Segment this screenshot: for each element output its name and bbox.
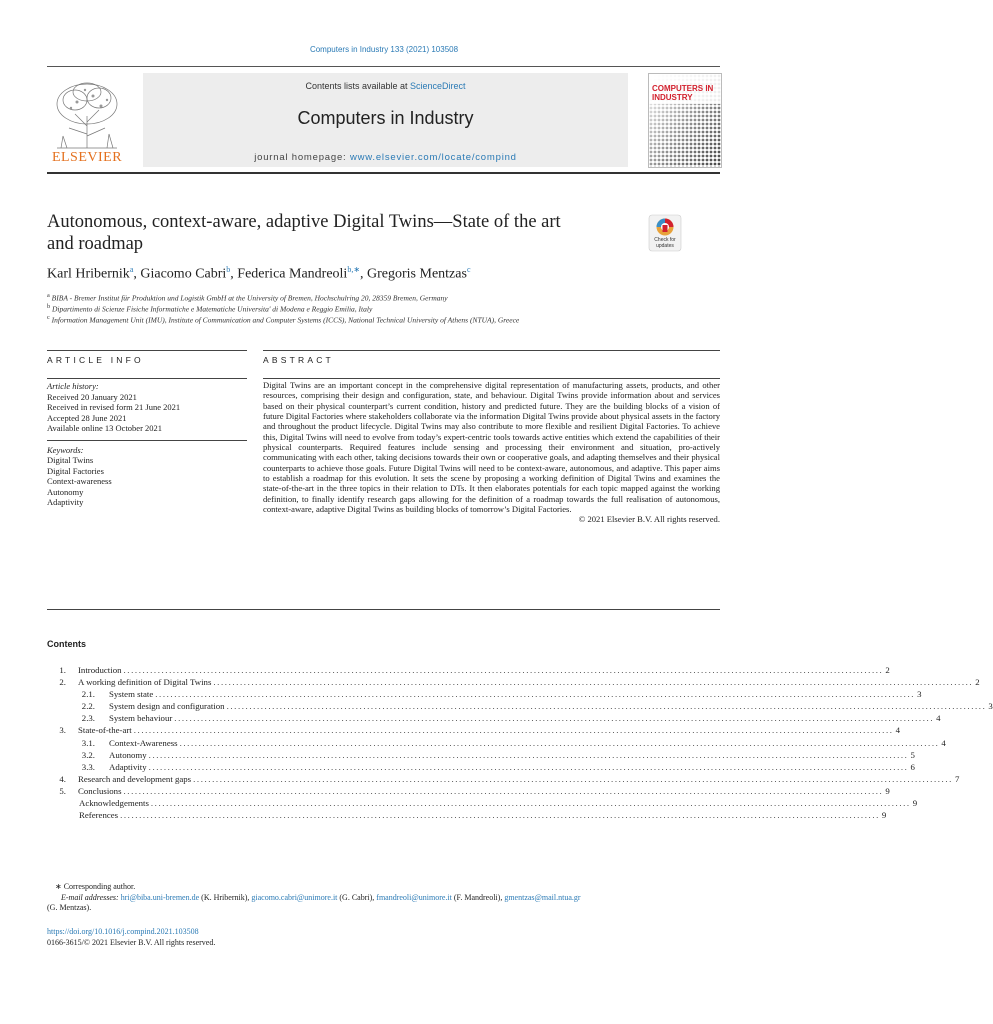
article-info xyxy=(47,381,247,508)
toc-entry[interactable] xyxy=(47,797,918,809)
keyword-item: Context-awareness xyxy=(47,476,112,486)
author-separator: , xyxy=(133,266,141,282)
email-link[interactable]: gmentzas@mail.ntua.gr xyxy=(504,892,581,902)
toc-entry-title[interactable]: System design and configuration xyxy=(109,701,225,712)
toc-entry-page: 9 xyxy=(881,810,887,821)
toc-entry-title[interactable]: Research and development gaps xyxy=(78,773,192,784)
email-link[interactable]: giacomo.cabri@unimore.it xyxy=(251,892,338,902)
author-affiliation-mark[interactable]: a xyxy=(129,265,134,274)
keyword-item: Digital Factories xyxy=(47,465,104,476)
toc-entry[interactable] xyxy=(47,761,915,773)
toc-leader-dots: ........................................................................................................................................................................................................ xyxy=(179,737,940,748)
toc-entry-title[interactable]: System behaviour xyxy=(109,713,173,724)
toc-entry[interactable] xyxy=(47,773,960,785)
toc-entry-number: 5. xyxy=(59,785,66,796)
sciencedirect-link[interactable]: ScienceDirect xyxy=(410,81,466,91)
email-last-line: (G. Mentzas). xyxy=(47,903,92,912)
journal-homepage: journal homepage: www.elsevier.com/locate/compind xyxy=(254,152,517,163)
toc-entry-title[interactable]: Introduction xyxy=(78,665,122,675)
toc-entry-page: 5 xyxy=(910,749,915,760)
article-info-heading: ARTICLE INFO xyxy=(47,355,144,365)
toc-leader-dots: ........................................................................................................................................................................................................ xyxy=(148,749,909,760)
article-title-line1: Autonomous, context-aware, adaptive Digital Twins—State of the art xyxy=(47,212,561,232)
toc-entry-page: 9 xyxy=(912,798,918,809)
toc-entry-number: 2.1. xyxy=(81,689,95,700)
toc-entry-title[interactable]: Adaptivity xyxy=(109,761,147,772)
email-link[interactable]: fmandreoli@unimore.it xyxy=(376,892,452,902)
journal-title: Computers in Industry xyxy=(297,108,474,128)
author-name[interactable]: Gregoris Mentzas xyxy=(367,266,467,282)
abstract-heading-rule xyxy=(263,378,720,379)
toc-leader-dots: ........................................................................................................................................................................................................ xyxy=(155,689,916,700)
journal-header-box xyxy=(143,73,628,167)
doi-link[interactable]: https://doi.org/10.1016/j.compind.2021.103508 xyxy=(47,927,199,936)
homepage-link[interactable]: www.elsevier.com/locate/compind xyxy=(349,152,517,163)
toc-entry-page: 3 xyxy=(988,701,993,712)
toc-leader-dots: ........................................................................................................................................................................................................ xyxy=(174,713,935,724)
header-bottom-divider xyxy=(47,172,720,174)
toc-entry-title[interactable]: State-of-the-art xyxy=(78,725,132,736)
author-separator: , xyxy=(230,266,238,282)
affiliation-text: Dipartimento di Scienze Fisiche Informatiche e Matematiche Universita' di Modena e Reggio Emilia, Italy xyxy=(50,304,373,314)
affiliation-mark: c xyxy=(47,314,50,321)
toc-entry-number: 3. xyxy=(59,725,66,736)
contents-available-line: Contents lists available at ScienceDirect xyxy=(305,81,466,91)
toc-entry-number: 2. xyxy=(59,677,66,688)
keyword-item: Adaptivity xyxy=(47,497,84,507)
toc-entry[interactable] xyxy=(47,688,922,700)
toc-entry-page: 6 xyxy=(910,761,915,772)
toc-entry-page: 2 xyxy=(975,677,980,688)
toc-entry-number: 3.1. xyxy=(81,737,95,748)
toc-entry-page: 4 xyxy=(895,725,900,736)
toc-entry-title[interactable]: Acknowledgements xyxy=(79,798,149,809)
toc-entry[interactable] xyxy=(47,712,941,724)
toc-entry-number: 3.2. xyxy=(81,749,95,760)
toc-entry-title[interactable]: Autonomy xyxy=(109,749,147,760)
article-info-heading-rule xyxy=(47,378,247,379)
toc-entry[interactable] xyxy=(47,785,890,797)
elsevier-tree-icon xyxy=(47,78,127,150)
toc-entry-title[interactable]: Conclusions xyxy=(78,785,122,796)
header-divider xyxy=(47,66,720,67)
info-divider xyxy=(47,440,247,441)
toc-entry[interactable] xyxy=(47,664,890,676)
email-addresses: E-mail addresses: hri@biba.uni-bremen.de (K. Hribernik), giacomo.cabri@unimore.it (G. Cabri), fmandreoli@unimore.it (F. Mandreoli), gmentzas@mail.ntua.gr xyxy=(61,892,581,902)
toc-entry-page: 3 xyxy=(917,689,922,700)
toc-entry-title[interactable]: A working definition of Digital Twins xyxy=(78,677,212,688)
issn-line: 0166-3615/© 2021 Elsevier B.V. All rights reserved. xyxy=(47,938,216,947)
keyword-item: Autonomy xyxy=(47,486,84,497)
author-name[interactable]: Karl Hribernik xyxy=(47,266,130,282)
affiliation-text: BIBA - Bremer Institut für Produktion und Logistik GmbH at the University of Bremen, Hochschulring 20, 28359 Bremen, Germany xyxy=(49,293,448,303)
toc-entry[interactable] xyxy=(47,724,900,736)
affiliation xyxy=(47,314,519,325)
footnote xyxy=(47,882,720,914)
toc-leader-dots: ........................................................................................................................................................................................................ xyxy=(133,725,894,736)
article-info-top-rule xyxy=(47,350,247,351)
author-affiliation-mark[interactable]: b xyxy=(226,265,231,274)
toc-entry[interactable] xyxy=(47,737,946,749)
author-affiliation-mark[interactable]: c xyxy=(466,265,471,274)
toc-entry-number: 3.3. xyxy=(81,761,95,772)
email-owner: (G. Cabri), xyxy=(337,892,377,902)
toc-entry-number: 1. xyxy=(59,665,66,675)
toc-leader-dots: ........................................................................................................................................................................................................ xyxy=(123,665,884,675)
toc-entry[interactable] xyxy=(47,809,887,821)
history-item: Accepted 28 June 2021 xyxy=(47,412,127,423)
keyword-item: Digital Twins xyxy=(47,455,94,465)
history-item: Available online 13 October 2021 xyxy=(47,423,163,433)
history-label: Article history: xyxy=(47,381,99,391)
toc-leader-dots: ........................................................................................................................................................................................................ xyxy=(193,773,953,784)
abstract-body xyxy=(263,380,720,525)
author-list xyxy=(47,265,471,283)
history-item: Received 20 January 2021 xyxy=(47,391,137,402)
toc-entry-title[interactable]: System state xyxy=(109,689,154,700)
corresponding-author-note: ∗ Corresponding author. xyxy=(55,882,136,891)
toc-entry-number: 2.2. xyxy=(81,701,95,712)
author-separator: , xyxy=(360,266,368,282)
cover-title-line2: INDUSTRY xyxy=(652,93,693,102)
crossmark-text-line1: Check for xyxy=(654,237,676,243)
toc-leader-dots: ........................................................................................................................................................................................................ xyxy=(213,677,974,688)
toc-leader-dots: ........................................................................................................................................................................................................ xyxy=(120,810,880,821)
journal-cover-image[interactable] xyxy=(648,73,722,168)
toc-entry-page: 2 xyxy=(885,665,890,675)
affiliation-mark: b xyxy=(47,303,51,310)
toc-entry-page: 9 xyxy=(885,785,890,796)
toc-leader-dots: ........................................................................................................................................................................................................ xyxy=(226,701,987,712)
history-item: Received in revised form 21 June 2021 xyxy=(47,402,181,412)
toc-entry-page: 7 xyxy=(954,773,960,784)
toc-entry[interactable] xyxy=(47,749,915,761)
toc-entry-page: 4 xyxy=(941,737,946,748)
elsevier-logo[interactable] xyxy=(47,78,127,166)
abstract-bottom-rule xyxy=(47,609,720,610)
toc-entry-number: 4. xyxy=(59,773,66,784)
toc-entry[interactable] xyxy=(47,700,993,712)
email-owner: (K. Hribernik), xyxy=(199,892,252,902)
toc-leader-dots: ........................................................................................................................................................................................................ xyxy=(148,761,909,772)
keywords-label: Keywords: xyxy=(47,444,84,455)
author-name[interactable]: Giacomo Cabri xyxy=(140,266,227,282)
email-owner: (F. Mandreoli), xyxy=(451,892,505,902)
cover-title xyxy=(652,84,713,102)
abstract-copyright: © 2021 Elsevier B.V. All rights reserved. xyxy=(578,514,720,525)
affiliation xyxy=(47,292,448,303)
abstract-text: Digital Twins are an important concept in the comprehensive digital representation of manufacturing assets, products, and other resources, comprising their design and configuration, state, and behaviour. Digital Twins provide information about and services based on their physical counterpart’s current condition, history and predicted future. They are the building blocks of a vision of future Digital Factories where stakeholders collaborate via the information Digital Twins provide about physical assets in the factory and throughout the product lifecycle. Digital Twins may also contribute to more flexible and resilient Digital Factories. To achieve this, Digital Twins will need to evolve from today’s expert-centric tools towards active entities which extend the capabilities of their physical counterparts. Required features include sensing and processing their environment and situation, pro-actively communicating with each other, taking decisions towards their own or cooperative goals, and adapting themselves and their physical counterparts to achieve those goals. Future Digital Twins will need to be context-aware, autonomous, and adaptive. This paper aims to establish a roadmap for this evolution. It sets the scene by proposing a working definition of Digital Twins and examines the state-of-the-art in the three topics in their relation to DTs. It then elaborates potentials for each topic mapped against the working definition, to finally identify research gaps allowing for the definition of a roadmap towards the full realisation of autonomous, context-aware, adaptive Digital Twins as building blocks of tomorrow’s Digital Factories. xyxy=(263,380,720,515)
affiliation-text: Information Management Unit (IMU), Institute of Communication and Computer Systems (ICCS), National Technical University of Athens (NTUA), Greece xyxy=(49,315,520,325)
crossmark-text-line2: updates xyxy=(656,243,674,249)
publisher-logo-text: ELSEVIER xyxy=(51,150,123,165)
affiliation xyxy=(47,303,372,314)
check-for-updates-badge[interactable] xyxy=(648,214,682,252)
author-affiliation-mark[interactable]: b,∗ xyxy=(347,265,361,274)
toc-entry-page: 4 xyxy=(936,713,941,724)
toc-entry-title[interactable]: Context-Awareness xyxy=(109,737,178,748)
article-title-line2: and roadmap xyxy=(47,234,144,254)
journal-reference[interactable]: Computers in Industry 133 (2021) 103508 xyxy=(309,45,459,54)
toc-leader-dots: ........................................................................................................................................................................................................ xyxy=(123,785,884,796)
crossmark-text xyxy=(648,237,682,249)
toc-entry-number: 2.3. xyxy=(81,713,95,724)
contents-heading: Contents xyxy=(47,639,86,649)
abstract-top-rule xyxy=(263,350,720,351)
affiliation-mark: a xyxy=(47,292,50,299)
author-name[interactable]: Federica Mandreoli xyxy=(237,266,348,282)
abstract-heading: ABSTRACT xyxy=(263,355,334,365)
article-title xyxy=(47,211,637,255)
toc-entry-title[interactable]: References xyxy=(79,810,119,821)
email-link[interactable]: hri@biba.uni-bremen.de xyxy=(120,892,200,902)
toc-leader-dots: ........................................................................................................................................................................................................ xyxy=(150,798,911,809)
toc-entry[interactable] xyxy=(47,676,980,688)
doi-block xyxy=(47,926,215,948)
cover-title-line1: COMPUTERS IN xyxy=(652,84,714,93)
table-of-contents xyxy=(47,664,993,821)
